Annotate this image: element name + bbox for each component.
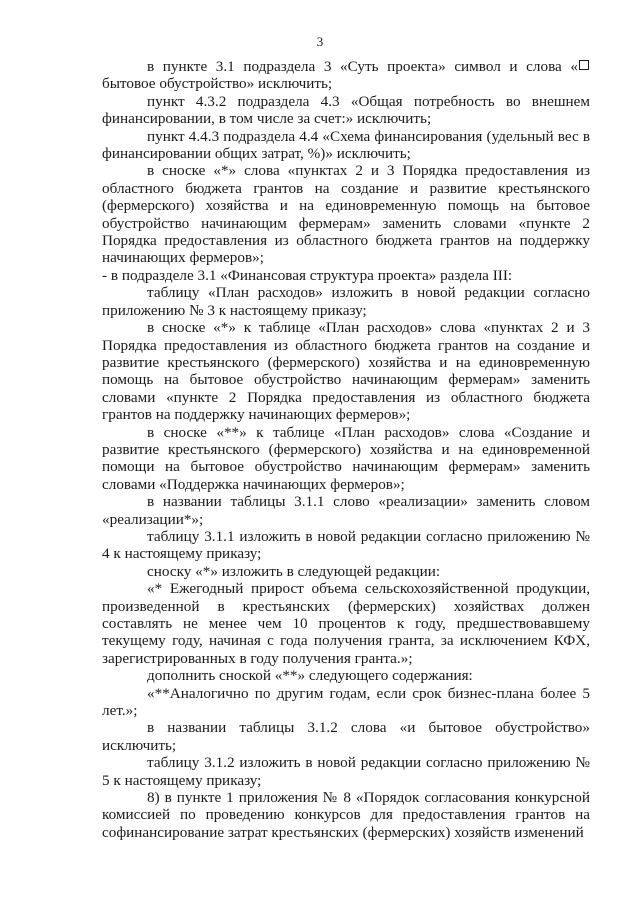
paragraph: - в подразделе 3.1 «Финансовая структура проекта» раздела III: bbox=[102, 266, 513, 284]
paragraph: в сноске «*» к таблице «План расходов» слова «пунктах 2 и 3 Порядка предоставления из областного бюджета грантов на создание и развитие крестьянского (фермерского) хозяйства и на единовременную помощь на бытовое обустройство начинающим фермерам» заменить словами «пункте 2 Порядка предоставления из областного бюджета грантов на поддержку начинающих фермеров»; bbox=[102, 319, 590, 424]
paragraph: таблицу «План расходов» изложить в новой редакции согласно приложению № 3 к настоящему приказу; bbox=[102, 284, 590, 319]
document-body bbox=[102, 58, 590, 841]
paragraph: в сноске «**» к таблице «План расходов» слова «Создание и развитие крестьянского (фермерского) хозяйства и на единовременной помощи на бытовое обустройство начинающим фермерам» заменить словами «Поддержка начинающих фермеров»; bbox=[102, 423, 590, 493]
page-number: 3 bbox=[316, 34, 324, 49]
paragraph: сноску «*» изложить в следующей редакции: bbox=[147, 562, 441, 580]
paragraph: в названии таблицы 3.1.2 слова «и бытовое обустройство» исключить; bbox=[102, 719, 590, 754]
paragraph: в названии таблицы 3.1.1 слово «реализации» заменить словом «реализации*»; bbox=[102, 493, 590, 528]
paragraph: дополнить сноской «**» следующего содержания: bbox=[147, 667, 473, 685]
paragraph: таблицу 3.1.1 изложить в новой редакции согласно приложению № 4 к настоящему приказу; bbox=[102, 527, 590, 563]
paragraph: «* Ежегодный прирост объема сельскохозяйственной продукции, произведенной в крестьянских (фермерских) хозяйствах должен составлять не менее чем 10 процентов к году, предшествовавшему текущему году, начиная с года получения гранта, за исключением КФХ, зарегистрированных в году получения гранта.»; bbox=[102, 580, 590, 667]
paragraph: пункт 4.3.2 подраздела 4.3 «Общая потребность во внешнем финансировании, в том числе за счет:» исключить; bbox=[102, 92, 590, 128]
paragraph: 8) в пункте 1 приложения № 8 «Порядок согласования конкурсной комиссией по проведению конкурсов для предоставления грантов на софинансирование затрат крестьянских (фермерских) хозяйств изменений bbox=[102, 789, 590, 841]
paragraph: пункт 4.4.3 подраздела 4.4 «Схема финансирования (удельный вес в финансировании общих затрат, %)» исключить; bbox=[102, 127, 590, 163]
paragraph: в пункте 3.1 подраздела 3 «Суть проекта» символ и слова « бытовое обустройство» исключить; bbox=[102, 58, 590, 93]
square-symbol-icon bbox=[579, 60, 589, 70]
paragraph: в сноске «*» слова «пунктах 2 и 3 Порядка предоставления из областного бюджета грантов на создание и развитие крестьянского (фермерского) хозяйства и на единовременную помощь на бытовое обустройство начинающим фермерам» заменить словами «пункте 2 Порядка предоставления из областного бюджета грантов на поддержку начинающих фермеров»; bbox=[102, 162, 590, 267]
paragraph: «**Аналогично по другим годам, если срок бизнес-плана более 5 лет.»; bbox=[102, 684, 590, 720]
paragraph: таблицу 3.1.2 изложить в новой редакции согласно приложению № 5 к настоящему приказу; bbox=[102, 754, 590, 789]
